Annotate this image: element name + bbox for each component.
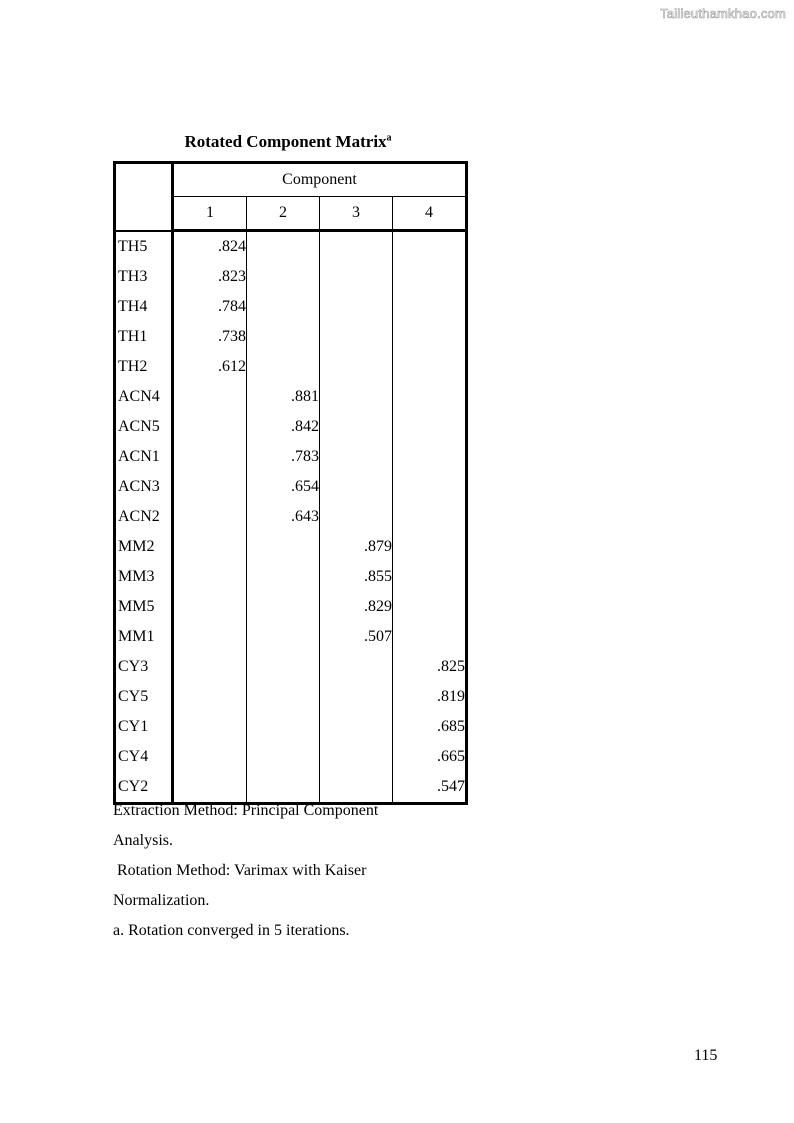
column-header-2: 2 bbox=[247, 197, 320, 231]
table-row bbox=[115, 742, 467, 772]
loading-cell bbox=[173, 382, 247, 412]
loading-cell bbox=[320, 262, 393, 292]
loading-cell bbox=[393, 322, 467, 352]
table-row bbox=[115, 652, 467, 682]
loading-cell bbox=[320, 352, 393, 382]
watermark: Tailieuthamkhao.com bbox=[660, 6, 786, 21]
header-row-component bbox=[115, 163, 467, 197]
loading-cell: .654 bbox=[247, 472, 320, 502]
loading-cell: .685 bbox=[393, 712, 467, 742]
table-row bbox=[115, 592, 467, 622]
loading-cell bbox=[247, 352, 320, 382]
column-header-4: 4 bbox=[393, 197, 467, 231]
loading-cell bbox=[247, 262, 320, 292]
table-row bbox=[115, 442, 467, 472]
loading-cell bbox=[173, 412, 247, 442]
note-line: Normalization. bbox=[113, 892, 210, 909]
loading-cell bbox=[320, 712, 393, 742]
loading-cell bbox=[247, 292, 320, 322]
loading-cell: .665 bbox=[393, 742, 467, 772]
loading-cell bbox=[247, 652, 320, 682]
rotated-component-matrix-table bbox=[113, 161, 468, 805]
loading-cell bbox=[247, 622, 320, 652]
loading-cell bbox=[393, 382, 467, 412]
loading-cell: .783 bbox=[247, 442, 320, 472]
table-row bbox=[115, 292, 467, 322]
table-row bbox=[115, 231, 467, 263]
table-row bbox=[115, 352, 467, 382]
loading-cell bbox=[320, 322, 393, 352]
title-footnote-marker: a bbox=[386, 132, 392, 144]
row-label: TH5 bbox=[115, 231, 173, 263]
loading-cell bbox=[393, 262, 467, 292]
table-row bbox=[115, 712, 467, 742]
loading-cell: .819 bbox=[393, 682, 467, 712]
row-label: CY4 bbox=[115, 742, 173, 772]
row-label: TH4 bbox=[115, 292, 173, 322]
loading-cell: .824 bbox=[173, 231, 247, 263]
loading-cell bbox=[393, 352, 467, 382]
loading-cell: .738 bbox=[173, 322, 247, 352]
loading-cell: .825 bbox=[393, 652, 467, 682]
loading-cell bbox=[173, 592, 247, 622]
row-label: ACN3 bbox=[115, 472, 173, 502]
row-label: TH3 bbox=[115, 262, 173, 292]
table-row bbox=[115, 502, 467, 532]
loading-cell bbox=[247, 231, 320, 263]
table-notes bbox=[113, 796, 378, 946]
loading-cell: .829 bbox=[320, 592, 393, 622]
page-number: 115 bbox=[694, 1047, 718, 1064]
table-row bbox=[115, 262, 467, 292]
loading-cell bbox=[320, 742, 393, 772]
note-line: a. Rotation converged in 5 iterations. bbox=[113, 922, 350, 939]
loading-cell bbox=[247, 322, 320, 352]
table-row bbox=[115, 382, 467, 412]
table-row bbox=[115, 622, 467, 652]
row-label: MM5 bbox=[115, 592, 173, 622]
note-line: Rotation Method: Varimax with Kaiser bbox=[113, 862, 367, 879]
loading-cell bbox=[173, 532, 247, 562]
loading-cell: .784 bbox=[173, 292, 247, 322]
loading-cell bbox=[247, 532, 320, 562]
loading-cell bbox=[173, 622, 247, 652]
loading-cell: .823 bbox=[173, 262, 247, 292]
loading-cell: .547 bbox=[393, 772, 467, 804]
component-header: Component bbox=[173, 163, 467, 197]
loading-cell bbox=[173, 652, 247, 682]
loading-cell bbox=[320, 231, 393, 263]
loading-cell bbox=[173, 442, 247, 472]
loading-cell bbox=[393, 592, 467, 622]
loading-cell bbox=[247, 712, 320, 742]
loading-cell bbox=[393, 292, 467, 322]
note-line: Analysis. bbox=[113, 832, 173, 849]
loading-cell: .842 bbox=[247, 412, 320, 442]
row-label: CY2 bbox=[115, 772, 173, 804]
loading-cell bbox=[247, 592, 320, 622]
table-row bbox=[115, 412, 467, 442]
row-label: MM3 bbox=[115, 562, 173, 592]
table-title bbox=[113, 132, 463, 152]
loading-cell bbox=[247, 682, 320, 712]
loading-cell bbox=[393, 231, 467, 263]
row-label: TH1 bbox=[115, 322, 173, 352]
loading-cell bbox=[320, 292, 393, 322]
row-label: ACN1 bbox=[115, 442, 173, 472]
loading-cell bbox=[393, 532, 467, 562]
loading-cell bbox=[320, 442, 393, 472]
loading-cell bbox=[393, 502, 467, 532]
row-label: ACN4 bbox=[115, 382, 173, 412]
loading-cell: .507 bbox=[320, 622, 393, 652]
loading-cell bbox=[393, 442, 467, 472]
table-row bbox=[115, 532, 467, 562]
loading-cell: .612 bbox=[173, 352, 247, 382]
loading-cell bbox=[173, 562, 247, 592]
loading-cell bbox=[173, 682, 247, 712]
row-label: CY5 bbox=[115, 682, 173, 712]
loading-cell bbox=[247, 562, 320, 592]
loading-cell bbox=[320, 502, 393, 532]
row-label: TH2 bbox=[115, 352, 173, 382]
row-label: ACN5 bbox=[115, 412, 173, 442]
loading-cell bbox=[173, 502, 247, 532]
loading-cell: .643 bbox=[247, 502, 320, 532]
loading-cell bbox=[393, 622, 467, 652]
loading-cell: .881 bbox=[247, 382, 320, 412]
row-label: CY1 bbox=[115, 712, 173, 742]
loading-cell bbox=[320, 382, 393, 412]
loading-cell bbox=[320, 472, 393, 502]
loading-cell bbox=[320, 682, 393, 712]
table-row bbox=[115, 472, 467, 502]
table-title-text: Rotated Component Matrix bbox=[184, 132, 387, 151]
loading-cell bbox=[393, 412, 467, 442]
row-label: ACN2 bbox=[115, 502, 173, 532]
note-line: Extraction Method: Principal Component bbox=[113, 802, 379, 819]
column-header-3: 3 bbox=[320, 197, 393, 231]
table-row bbox=[115, 322, 467, 352]
table-row bbox=[115, 682, 467, 712]
loading-cell bbox=[173, 742, 247, 772]
loading-cell bbox=[173, 712, 247, 742]
loading-cell bbox=[320, 652, 393, 682]
loading-cell bbox=[393, 472, 467, 502]
loading-cell bbox=[173, 472, 247, 502]
row-label: CY3 bbox=[115, 652, 173, 682]
row-label: MM2 bbox=[115, 532, 173, 562]
loading-cell bbox=[393, 562, 467, 592]
loading-cell: .879 bbox=[320, 532, 393, 562]
table-row bbox=[115, 562, 467, 592]
loading-cell bbox=[247, 742, 320, 772]
corner-cell bbox=[115, 163, 173, 231]
loading-cell bbox=[320, 412, 393, 442]
loading-cell: .855 bbox=[320, 562, 393, 592]
matrix-body bbox=[115, 163, 467, 804]
row-label: MM1 bbox=[115, 622, 173, 652]
column-header-1: 1 bbox=[173, 197, 247, 231]
